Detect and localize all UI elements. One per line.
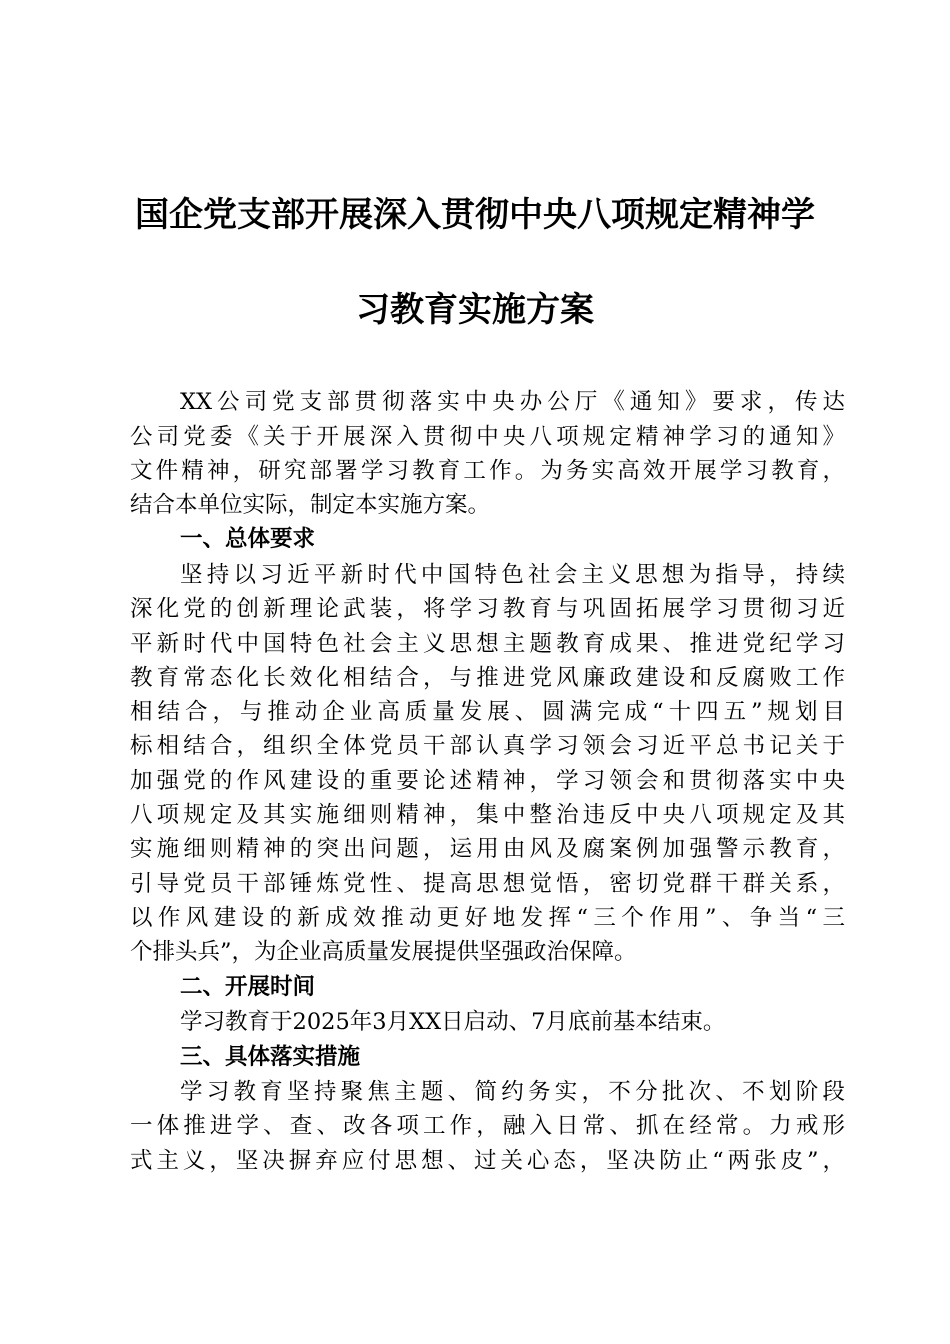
section3-line: 学习教育坚持聚焦主题、简约务实，不分批次、不划阶段 xyxy=(180,1079,845,1105)
document-title-line-1: 国企党支部开展深入贯彻中央八项规定精神学 xyxy=(135,195,815,235)
section1-line: 相结合，与推动企业高质量发展、圆满完成“十四五”规划目 xyxy=(130,699,845,725)
section1-line: 坚持以习近平新时代中国特色社会主义思想为指导，持续 xyxy=(180,562,845,588)
section1-line: 以作风建设的新成效推动更好地发挥“三个作用”、争当“三 xyxy=(130,905,845,931)
section-heading-schedule: 二、开展时间 xyxy=(180,974,316,1000)
section1-line: 实施细则精神的突出问题，运用由风及腐案例加强警示教育， xyxy=(130,836,845,862)
section1-line: 加强党的作风建设的重要论述精神，学习领会和贯彻落实中央 xyxy=(130,768,845,794)
section1-line: 引导党员干部锤炼党性、提高思想觉悟，密切党群干群关系， xyxy=(130,871,845,897)
intro-line: 结合本单位实际，制定本实施方案。 xyxy=(130,492,491,518)
section1-line: 标相结合，组织全体党员干部认真学习领会习近平总书记关于 xyxy=(130,733,845,759)
section-heading-measures: 三、具体落实措施 xyxy=(180,1044,361,1070)
section1-line: 八项规定及其实施细则精神，集中整治违反中央八项规定及其 xyxy=(130,802,845,828)
section1-line: 深化党的创新理论武装，将学习教育与巩固拓展学习贯彻习近 xyxy=(130,596,845,622)
section1-line: 个排头兵”，为企业高质量发展提供坚强政治保障。 xyxy=(130,939,637,965)
section1-line: 平新时代中国特色社会主义思想主题教育成果、推进党纪学习 xyxy=(130,631,845,657)
section3-line: 一体推进学、查、改各项工作，融入日常、抓在经常。力戒形 xyxy=(130,1113,845,1139)
section3-line: 式主义，坚决摒弃应付思想、过关心态，坚决防止“两张皮”， xyxy=(130,1148,845,1174)
section-heading-general-requirements: 一、总体要求 xyxy=(180,526,316,552)
intro-line: 公司党委《关于开展深入贯彻中央八项规定精神学习的通知》 xyxy=(130,424,845,450)
section1-line: 教育常态化长效化相结合，与推进党风廉政建设和反腐败工作 xyxy=(130,665,845,691)
section2-line: 学习教育于2025年3月XX日启动、7月底前基本结束。 xyxy=(180,1009,726,1035)
intro-line: XX公司党支部贯彻落实中央办公厅《通知》要求，传达 xyxy=(180,389,845,415)
document-title-line-2: 习教育实施方案 xyxy=(356,290,594,330)
intro-line: 文件精神，研究部署学习教育工作。为务实高效开展学习教育， xyxy=(130,458,845,484)
